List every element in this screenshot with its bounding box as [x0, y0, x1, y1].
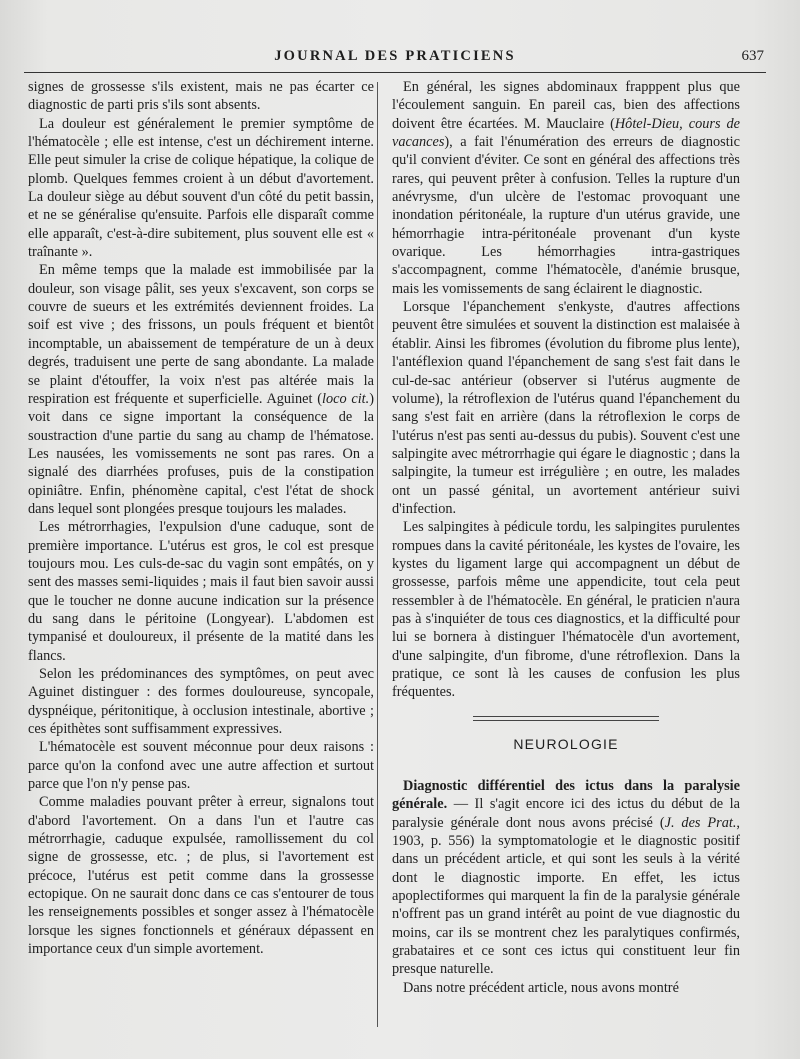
paragraph: La douleur est généralement le premier symptôme de l'hématocèle ; elle est intense, c'est un déchirement interne. Elle peut simuler la crise de colique hépatique, la colique de plomb. Quelques femmes croient à un début d'avortement. La douleur siège au début souvent d'un côté du petit bassin, et ne se généralise qu'ensuite. Parfois elle disparaît comme elle apparaît, c'est-à-dire subitement, plus souvent elle est « traînante ». [28, 115, 374, 261]
paragraph-text: ), a fait l'énumération des erreurs de diagnostic qu'il convient d'éviter. Ce sont en général des affections très rares, qui peuvent prêter à confusion. Telles la rupture d'un anévrysme, d'un ulcère de l'estomac provoquant une inondation péritonéale, la rupture d'un utérus gravide, une hémorrhagie intra-péritonéale provenant d'un kyste ovarique. Les hémorrhagies intra-gastriques s'accompagnent, comme l'hématocèle, d'anémie brusque, mais les vomissements de sang éclairent le diagnostic. [392, 134, 740, 297]
paragraph-text: — Il s'agit encore ici des ictus du début de la paralysie générale dont nous avons précisé ( [392, 796, 740, 831]
section-heading: NEUROLOGIE [513, 735, 619, 752]
left-column [28, 78, 374, 959]
paragraph: Les métrorrhagies, l'expulsion d'une caduque, sont de première importance. L'utérus est gros, le col est presque toujours mou. Les culs-de-sac du vagin sont empâtés, on y sent des masses semi-liquides ; mais il faut bien savoir aussi que le toucher ne donne aucune indication sur la présence du sang dans le péritoine (Longyear). L'abdomen est tympanisé et douloureux, il présente de la matité dans les flancs. [28, 519, 374, 664]
citation: loco cit. [322, 390, 370, 407]
article-title: Diagnostic différentiel des ictus dans la paralysie générale. [392, 778, 740, 813]
paragraph: signes de grossesse s'ils existent, mais ne pas écarter ce diagnostic de parti pris s'ils sont absents. [28, 79, 374, 114]
header-rule [24, 72, 766, 73]
paragraph: L'hématocèle est souvent méconnue pour deux raisons : parce qu'on la confond avec une autre affection et surtout parce que l'on n'y pense pas. [28, 739, 374, 793]
page-number: 637 [741, 48, 764, 64]
paragraph-text: ) voit dans ce signe important la conséquence de la soustraction d'une partie du sang au champ de l'hématose. Les nausées, les vomissements ne sont pas rares. On a signalé des diarrhées profuses, puis de la constipation opiniâtre. Enfin, phénomène capital, c'est l'état de shock dans lequel sont plongées presque toujours les malades. [28, 390, 374, 517]
journal-title: JOURNAL DES PRATICIENS [274, 48, 516, 64]
paragraph [392, 777, 740, 979]
section-ornament [473, 716, 659, 721]
paragraph: Lorsque l'épanchement s'enkyste, d'autres affections peuvent être simulées et souvent la distinction est malaisée à établir. Ainsi les fibromes (évolution du fibrome plus lente), l'antéflexion quand l'épanchement de sang s'est fait dans le cul-de-sac antérieur (observer si l'utérus augmente de volume), la rétroflexion de l'utérus quand l'épanchement du sang s'est fait en arrière (dans la rétroflexion le corps de l'utérus n'est pas senti au-dessus du pubis). Souvent c'est une salpingite avec métrorrhagie qui égare le diagnostic ; dans la salpingite, la tumeur est irrégulière ; en outre, les malades ont un passé génital, un avortement antérieur suivi d'infection. [392, 299, 740, 517]
citation: J. des Prat. [664, 814, 737, 831]
paragraph [392, 78, 740, 298]
paragraph: Selon les prédominances des symptômes, on peut avec Aguinet distinguer : des formes douloureuse, syncopale, dyspnéique, péritonitique, à occlusion intestinale, abortive ; ces épithètes sont suffisamment expressives. [28, 666, 374, 738]
page-header [24, 44, 766, 70]
paragraph: Les salpingites à pédicule tordu, les salpingites purulentes rompues dans la cavité péritonéale, les kystes de l'ovaire, les kystes du ligament large qui accompagnent un début de grossesse, parfois même une appendicite, tout cela peut ressembler à de l'hématocèle. En général, le praticien n'aura pas à s'inquiéter de tous ces diagnostics, et la difficulté pour lui se bornera à distinguer l'hématocèle d'un avortement, d'une salpingite, d'un fibrome, d'une rétroflexion. Dans la pratique, ce sont là les causes de confusion les plus fréquentes. [392, 519, 740, 701]
paragraph-text: , 1903, p. 556) la symptomatologie et le diagnostic positif dans un précédent article, et qui sont les seuls à la vérité dont le diagnostic importe. En effet, les ictus apoplectiformes qui marquent la fin de la paralysie générale n'offrent pas un grand intérêt au point de vue diagnostic du moins, car ils se montrent chez les paralytiques confirmés, grabataires et ce sont ces ictus qui constituent leur fin presque naturelle. [392, 814, 740, 978]
citation: Hôtel-Dieu, cours de vacances [392, 115, 740, 151]
paragraph-text: En même temps que la malade est immobilisée par la douleur, son visage pâlit, ses yeux s'excavent, son corps se couvre de sueurs et les extrémités deviennent froides. La soif est vive ; des frissons, un pouls fréquent et bientôt incomptable, un abaissement de température de un à deux degrés, traduisent une perte de sang abondante. La malade se plaint d'étouffer, la voix n'est pas altérée mais la respiration est fréquente et superficielle. Aguinet ( [28, 262, 374, 407]
paragraph: Dans notre précédent article, nous avons montré [403, 979, 679, 996]
right-column [392, 78, 740, 997]
paragraph [28, 261, 374, 518]
column-divider [377, 82, 378, 1027]
paragraph: Comme maladies pouvant prêter à erreur, signalons tout d'abord l'avortement. On a dans l'un et l'autre cas métrorrhagie, caduque expulsée, ramollissement du col signe de grossesse, etc. ; de plus, si l'avortement est précoce, l'utérus est petit comme dans la grossesse ectopique. On ne saurait donc dans ce cas s'entourer de tous les renseignements possibles et songer assez à l'hématocèle lorsque les signes fonctionnels et généraux dépassent en importance ceux d'un simple avortement. [28, 794, 374, 958]
paragraph-text: En général, les signes abdominaux frapppent plus que l'écoulement sanguin. En pareil cas, bien des affections doivent être écartées. M. Mauclaire ( [392, 79, 740, 132]
